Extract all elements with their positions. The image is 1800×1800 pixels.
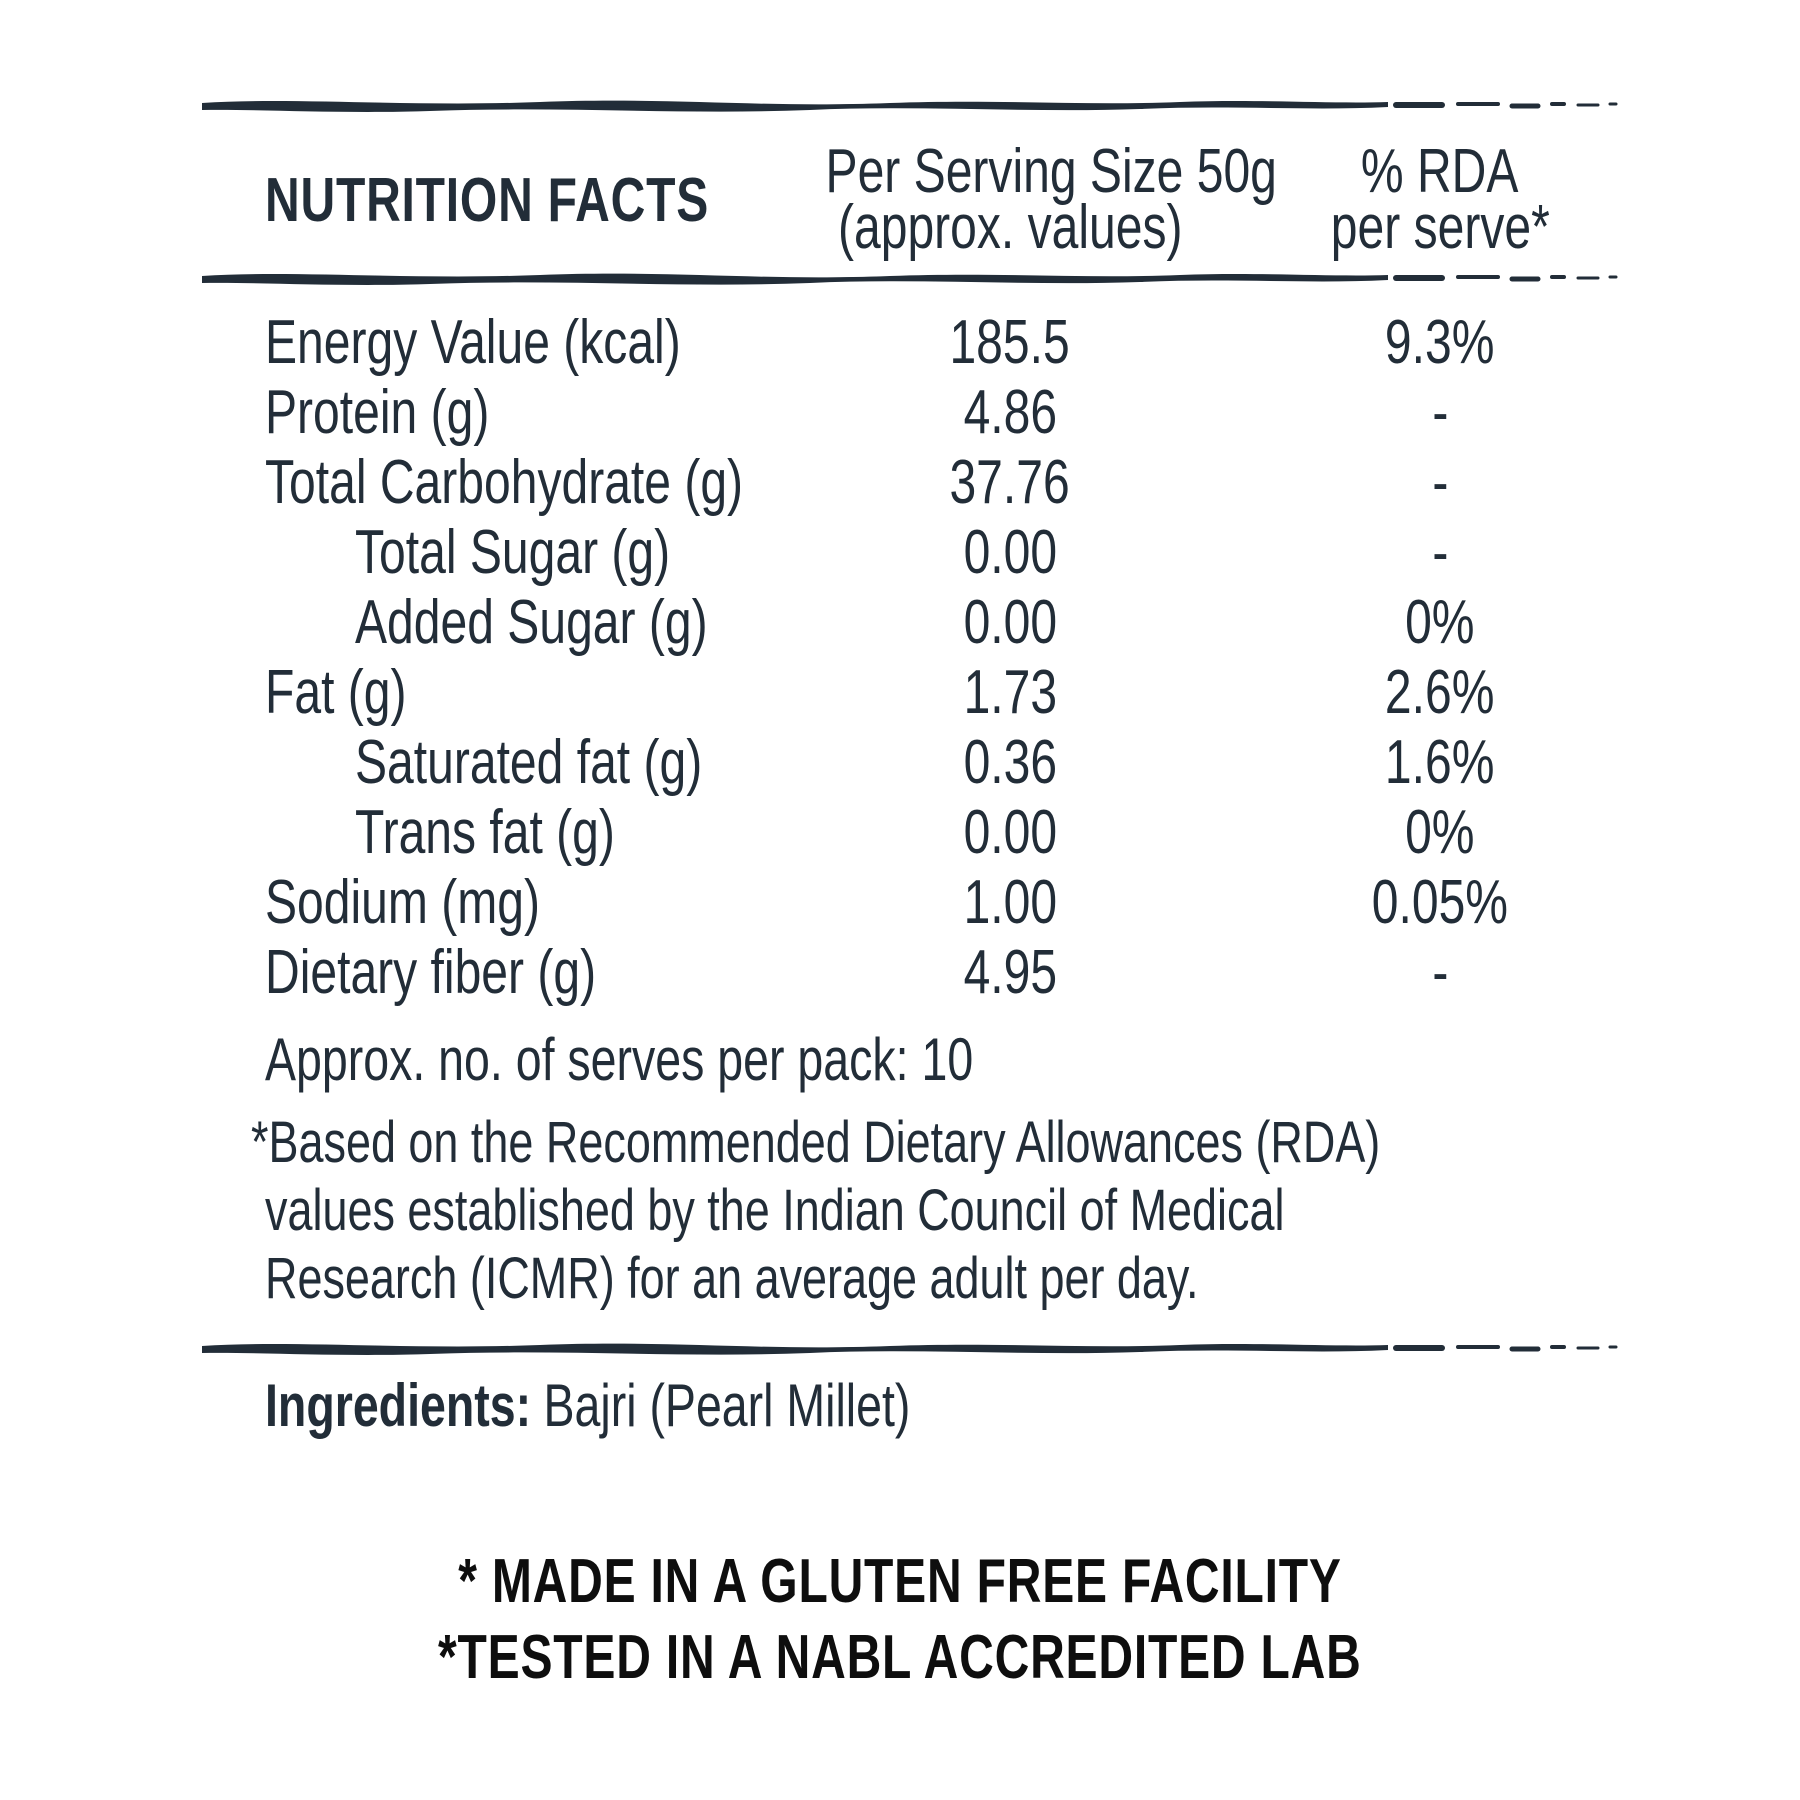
nutrient-rda: 0.05%	[1371, 868, 1509, 937]
sketch-divider-middle	[200, 265, 1620, 291]
header-serving-line2: (approx. values)	[837, 193, 1183, 262]
nutrient-value: 37.76	[949, 448, 1071, 517]
nutrient-rda: 0%	[1405, 798, 1475, 867]
ingredients-value: Bajri (Pearl Millet)	[543, 1372, 911, 1439]
table-row	[200, 308, 1620, 378]
nutrient-rda: 2.6%	[1385, 658, 1495, 727]
footer-note-nabl-lab	[0, 1623, 1800, 1693]
table-row	[200, 378, 1620, 448]
rda-footnote-line-3: Research (ICMR) for an average adult per day.	[265, 1246, 1199, 1311]
table-row	[200, 588, 1620, 658]
header-rda-line1: % RDA	[1361, 137, 1519, 206]
footer-note-gluten-free	[0, 1547, 1800, 1617]
header-serving-line1: Per Serving Size 50g	[825, 137, 1277, 206]
footer-note-nabl-lab-text: *TESTED IN A NABL ACCREDITED LAB	[438, 1623, 1362, 1692]
nutrient-value: 0.00	[963, 518, 1057, 587]
nutrient-label: Dietary fiber (g)	[265, 938, 597, 1007]
nutrient-rda: -	[1431, 378, 1449, 447]
table-header	[200, 137, 1620, 262]
nutrient-label: Total Carbohydrate (g)	[265, 448, 744, 517]
nutrient-value: 1.00	[963, 868, 1057, 937]
nutrient-value: 0.00	[963, 798, 1057, 867]
table-row	[200, 518, 1620, 588]
sketch-divider-bottom	[200, 1335, 1620, 1361]
nutrient-value: 0.00	[963, 588, 1057, 657]
ingredients-label: Ingredients:	[265, 1372, 532, 1439]
nutrient-rda: 1.6%	[1385, 728, 1495, 797]
nutrient-rda: 9.3%	[1385, 308, 1495, 377]
rda-footnote-line-1: *Based on the Recommended Dietary Allowances (RDA)	[251, 1110, 1381, 1175]
page-title: NUTRITION FACTS	[265, 165, 710, 235]
nutrient-rda: -	[1431, 518, 1449, 587]
rda-footnote	[251, 1109, 1708, 1313]
serves-note	[265, 1025, 1179, 1095]
nutrient-label: Saturated fat (g)	[355, 728, 703, 797]
serves-note-text: Approx. no. of serves per pack: 10	[265, 1026, 974, 1093]
nutrient-label: Total Sugar (g)	[355, 518, 671, 587]
header-rda-line2: per serve*	[1330, 193, 1550, 262]
nutrient-rda: -	[1431, 938, 1449, 1007]
header-title-cell	[200, 144, 760, 256]
nutrient-rda: -	[1431, 448, 1449, 517]
nutrient-rda: 0%	[1405, 588, 1475, 657]
table-row	[200, 658, 1620, 728]
nutrient-value: 0.36	[963, 728, 1057, 797]
nutrient-label: Protein (g)	[265, 378, 490, 447]
footer-note-gluten-free-text: * MADE IN A GLUTEN FREE FACILITY	[458, 1547, 1342, 1616]
nutrient-label: Sodium (mg)	[265, 868, 541, 937]
rda-footnote-line-2: values established by the Indian Council of Medical	[265, 1178, 1285, 1243]
ingredients-line	[265, 1371, 1098, 1441]
table-row	[200, 798, 1620, 868]
sketch-divider-top	[200, 92, 1620, 118]
nutrient-label: Energy Value (kcal)	[265, 308, 681, 377]
table-row	[200, 728, 1620, 798]
nutrient-label: Fat (g)	[265, 658, 407, 727]
nutrient-table	[200, 308, 1620, 1008]
table-row	[200, 448, 1620, 518]
table-row	[200, 938, 1620, 1008]
nutrient-value: 1.73	[963, 658, 1057, 727]
nutrient-value: 4.86	[963, 378, 1057, 447]
nutrient-label: Trans fat (g)	[355, 798, 615, 867]
nutrient-value: 185.5	[949, 308, 1071, 377]
header-rda-cell	[1260, 137, 1620, 262]
header-serving-cell	[760, 137, 1277, 262]
table-row	[200, 868, 1620, 938]
nutrient-value: 4.95	[963, 938, 1057, 1007]
nutrient-label: Added Sugar (g)	[355, 588, 708, 657]
